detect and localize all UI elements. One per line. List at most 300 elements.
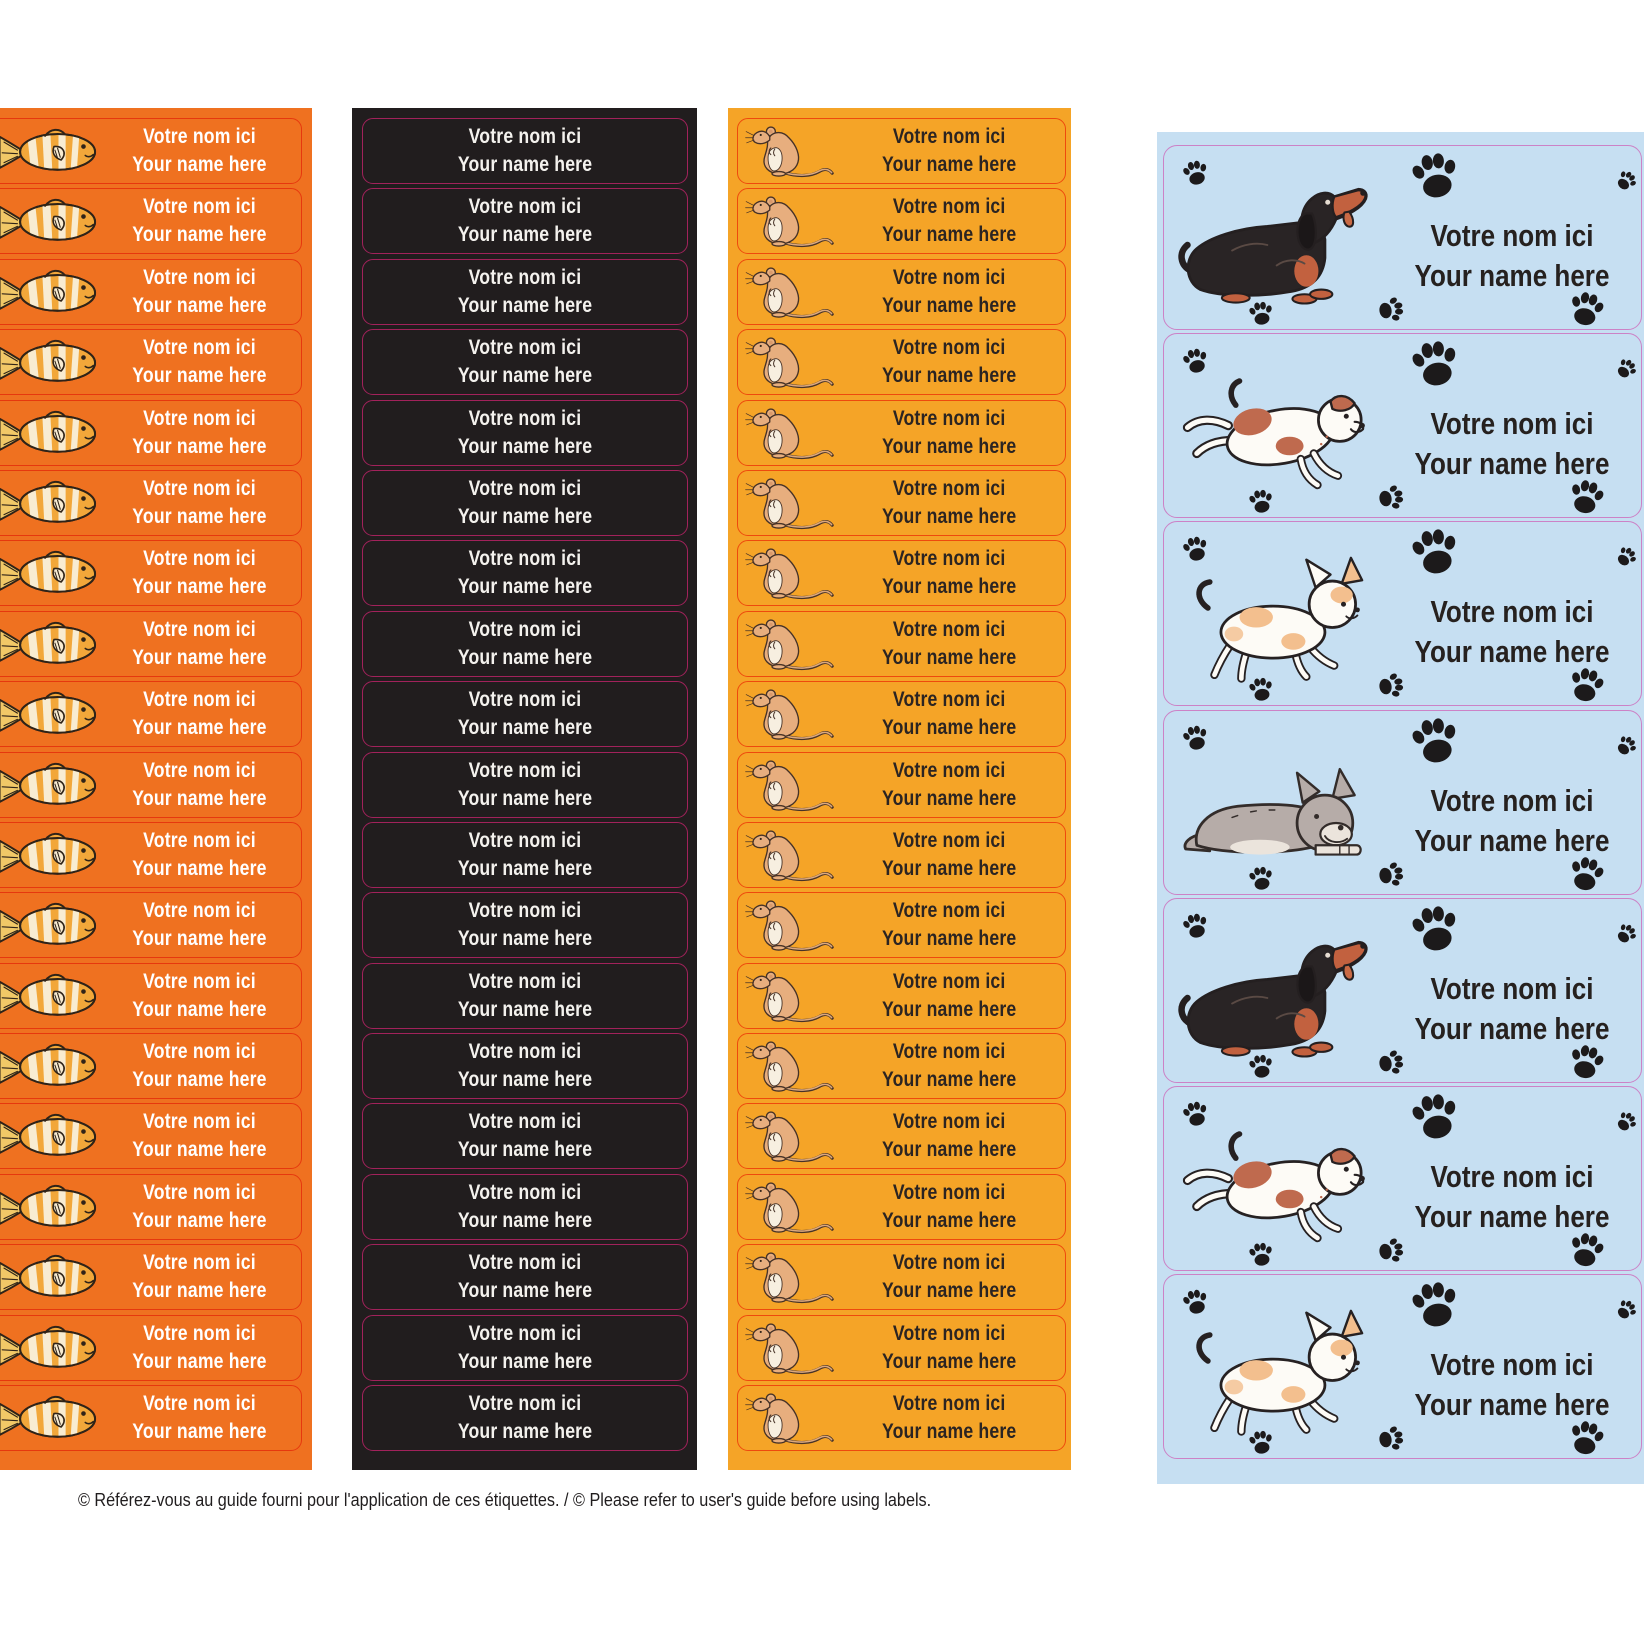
fish-icon [0,1252,103,1302]
label-line-fr: Votre nom ici [892,1392,1006,1416]
label-text [389,123,661,179]
rat-icon [745,404,835,462]
fish-icon [0,830,103,880]
label-line-en: Your name here [1414,1198,1610,1234]
label-line-fr: Votre nom ici [892,969,1006,993]
paw-print-icon [1405,334,1464,393]
fish-labels-label [0,681,302,747]
label-text [1398,781,1626,861]
rat-labels-label [737,118,1066,184]
label-line-en: Your name here [881,504,1017,528]
label-text [119,1390,285,1446]
plain-black-labels-label [362,752,688,818]
label-text [119,827,285,883]
rat-labels-label [737,752,1066,818]
label-line-fr: Votre nom ici [468,1392,582,1416]
fish-icon [0,1041,103,1091]
label-line-en: Your name here [1414,1387,1610,1423]
fish-icon [0,689,103,739]
label-line-en: Your name here [132,293,267,317]
french-bulldog-icon [1176,745,1381,880]
plain-black-labels-label [362,963,688,1029]
label-line-fr: Votre nom ici [468,406,582,430]
plain-black-labels-label [362,259,688,325]
fish-icon [0,478,103,528]
label-line-en: Your name here [881,153,1017,176]
label-line-fr: Votre nom ici [1430,782,1594,818]
fish-icon [0,408,103,458]
fish-icon [0,971,103,1021]
fish-labels-label [0,1315,302,1381]
label-line-en: Your name here [457,927,593,951]
label-line-fr: Votre nom ici [1430,1158,1594,1194]
fish-icon [0,1182,103,1232]
label-line-en: Your name here [457,1138,593,1162]
label-line-en: Your name here [132,504,267,528]
label-line-fr: Votre nom ici [892,476,1006,500]
label-line-fr: Votre nom ici [143,476,256,500]
fish-icon [0,337,103,387]
label-line-en: Your name here [457,575,593,599]
label-text [1398,592,1626,672]
label-text [853,1038,1046,1094]
rat-icon [745,967,835,1025]
label-line-en: Your name here [881,575,1017,599]
jack-russell-icon [1176,368,1381,503]
rat-labels-label [737,329,1066,395]
label-line-en: Your name here [132,856,267,880]
label-line-en: Your name here [1414,1010,1610,1046]
paw-print-icon [1612,542,1642,572]
label-line-en: Your name here [457,504,593,528]
label-text [853,616,1046,672]
label-line-fr: Votre nom ici [143,688,256,712]
fish-labels-label [0,752,302,818]
label-line-fr: Votre nom ici [468,617,582,641]
label-text [389,1108,661,1164]
fish-labels-label [0,188,302,254]
label-line-en: Your name here [881,1349,1017,1373]
label-line-fr: Votre nom ici [892,1251,1006,1275]
label-line-en: Your name here [1414,634,1610,670]
paw-print-icon [1405,898,1464,957]
fish-labels-label [0,1385,302,1451]
label-text [119,545,285,601]
paw-print-icon [1405,710,1464,769]
rat-icon [745,333,835,391]
label-text [119,475,285,531]
label-line-en: Your name here [457,1349,593,1373]
label-line-en: Your name here [132,1138,267,1162]
plain-black-labels-label [362,540,688,606]
label-text [853,545,1046,601]
paw-print-icon [1405,145,1464,204]
rat-icon [745,756,835,814]
label-line-en: Your name here [881,786,1017,810]
label-line-fr: Votre nom ici [892,195,1006,219]
label-line-fr: Votre nom ici [468,899,582,923]
chihuahua-icon [1176,556,1381,691]
paw-print-icon [1612,1107,1642,1137]
label-text [853,686,1046,742]
label-text [389,968,661,1024]
label-line-fr: Votre nom ici [892,125,1006,148]
dog-labels-label [1163,898,1642,1083]
label-line-en: Your name here [457,434,593,458]
label-line-en: Your name here [1414,822,1610,858]
label-text [853,1108,1046,1164]
label-line-en: Your name here [881,223,1017,247]
label-line-en: Your name here [457,856,593,880]
plain-black-labels-label [362,822,688,888]
label-text [119,193,285,249]
label-line-en: Your name here [881,1068,1017,1092]
label-line-en: Your name here [132,434,267,458]
fish-labels-label [0,1103,302,1169]
plain-black-labels-sheet [352,108,697,1470]
label-text [853,1390,1046,1446]
fish-labels-label [0,118,302,184]
label-text [853,1249,1046,1305]
rat-icon [745,474,835,532]
rat-icon [745,1037,835,1095]
label-line-fr: Votre nom ici [892,336,1006,360]
plain-black-labels-label [362,1315,688,1381]
rat-icon [745,896,835,954]
label-line-en: Your name here [881,364,1017,388]
label-text [119,1038,285,1094]
label-text [853,827,1046,883]
label-line-en: Your name here [132,716,267,740]
label-text [389,264,661,320]
fish-icon [0,900,103,950]
label-text [389,1320,661,1376]
rat-labels-label [737,822,1066,888]
label-line-fr: Votre nom ici [468,1110,582,1134]
label-line-fr: Votre nom ici [892,758,1006,782]
label-line-fr: Votre nom ici [468,688,582,712]
label-text [119,686,285,742]
label-line-fr: Votre nom ici [892,899,1006,923]
label-text [853,123,1046,179]
plain-black-labels-label [362,118,688,184]
label-line-en: Your name here [1414,258,1610,293]
label-line-en: Your name here [132,364,267,388]
plain-black-labels-label [362,400,688,466]
label-text [389,757,661,813]
rat-labels-label [737,681,1066,747]
paw-print-icon [1405,1274,1464,1333]
label-line-en: Your name here [457,153,593,176]
label-line-en: Your name here [132,1279,267,1303]
paw-print-icon [1612,730,1642,760]
paw-print-icon [1612,1295,1642,1325]
label-line-fr: Votre nom ici [143,265,256,289]
rat-icon [745,1389,835,1447]
paw-print-icon [1612,918,1642,948]
fish-labels-label [0,259,302,325]
label-line-fr: Votre nom ici [468,265,582,289]
label-line-en: Your name here [457,1068,593,1092]
label-line-en: Your name here [457,997,593,1021]
label-line-fr: Votre nom ici [468,1321,582,1345]
label-text [853,475,1046,531]
fish-labels-label [0,470,302,536]
label-line-fr: Votre nom ici [892,1110,1006,1134]
rat-labels-label [737,1033,1066,1099]
dachshund-icon [1176,933,1381,1068]
rat-labels-label [737,400,1066,466]
label-line-en: Your name here [457,645,593,669]
plain-black-labels-label [362,681,688,747]
dog-labels-label [1163,710,1642,895]
label-text [853,193,1046,249]
label-text [1398,404,1626,484]
label-line-fr: Votre nom ici [143,969,256,993]
label-line-en: Your name here [881,1279,1017,1303]
label-line-en: Your name here [132,1208,267,1232]
label-text [853,757,1046,813]
rat-labels-sheet [728,108,1071,1470]
label-line-en: Your name here [881,716,1017,740]
fish-icon [0,126,103,176]
label-line-en: Your name here [881,856,1017,880]
usage-note: © Référez-vous au guide fourni pour l'application de ces étiquettes. / © Please refer to user's guide before using labels. [78,1490,932,1510]
label-line-fr: Votre nom ici [1430,218,1594,253]
label-text [389,897,661,953]
label-line-fr: Votre nom ici [143,617,256,641]
label-line-en: Your name here [132,927,267,951]
label-line-en: Your name here [457,716,593,740]
fish-labels-label [0,1033,302,1099]
dog-labels-sheet [1157,132,1644,1484]
label-line-en: Your name here [132,223,267,247]
rat-icon [745,192,835,250]
dog-labels-label [1163,1086,1642,1271]
label-line-fr: Votre nom ici [143,125,256,148]
fish-icon [0,619,103,669]
fish-labels-label [0,963,302,1029]
label-line-fr: Votre nom ici [143,1110,256,1134]
label-line-fr: Votre nom ici [892,828,1006,852]
label-text [119,123,285,179]
label-line-en: Your name here [881,434,1017,458]
label-text [389,1179,661,1235]
fish-labels-label [0,611,302,677]
label-line-en: Your name here [1414,446,1610,482]
label-text [853,968,1046,1024]
label-line-fr: Votre nom ici [143,828,256,852]
rat-icon [745,615,835,673]
label-line-en: Your name here [457,1420,593,1444]
rat-icon [745,122,835,180]
plain-black-labels-label [362,470,688,536]
fish-labels-label [0,1244,302,1310]
plain-black-labels-label [362,1244,688,1310]
fish-icon [0,1111,103,1161]
dachshund-icon [1176,180,1381,315]
label-text [1398,1157,1626,1237]
label-line-en: Your name here [457,293,593,317]
fish-labels-label [0,1174,302,1240]
rat-labels-label [737,611,1066,677]
label-text [119,897,285,953]
label-line-en: Your name here [457,223,593,247]
rat-labels-label [737,1244,1066,1310]
label-line-fr: Votre nom ici [468,828,582,852]
plain-black-labels-label [362,1174,688,1240]
dog-labels-label [1163,145,1642,330]
rat-labels-label [737,470,1066,536]
rat-icon [745,685,835,743]
label-text [389,334,661,390]
label-text [389,405,661,461]
rat-labels-label [737,892,1066,958]
label-line-fr: Votre nom ici [468,476,582,500]
plain-black-labels-label [362,892,688,958]
label-line-en: Your name here [132,153,267,176]
rat-labels-label [737,259,1066,325]
label-line-en: Your name here [457,786,593,810]
paw-print-icon [1405,1086,1464,1145]
fish-icon [0,548,103,598]
label-line-fr: Votre nom ici [892,1040,1006,1064]
paw-print-icon [1612,166,1642,196]
label-text [1398,216,1626,296]
label-line-fr: Votre nom ici [143,758,256,782]
paw-print-icon [1405,522,1464,581]
plain-black-labels-label [362,188,688,254]
label-text [853,897,1046,953]
label-text [119,1179,285,1235]
rat-icon [745,544,835,602]
label-line-fr: Votre nom ici [1430,594,1594,630]
label-line-fr: Votre nom ici [143,1321,256,1345]
fish-labels-label [0,329,302,395]
rat-labels-label [737,963,1066,1029]
dog-labels-label [1163,1274,1642,1459]
label-line-fr: Votre nom ici [468,1251,582,1275]
label-text [119,616,285,672]
dog-labels-label [1163,333,1642,518]
plain-black-labels-label [362,611,688,677]
dog-labels-label [1163,521,1642,706]
rat-labels-label [737,1174,1066,1240]
jack-russell-icon [1176,1121,1381,1256]
label-line-en: Your name here [132,1349,267,1373]
label-line-en: Your name here [132,997,267,1021]
label-line-en: Your name here [881,1208,1017,1232]
label-text [1398,969,1626,1049]
chihuahua-icon [1176,1309,1381,1444]
paw-print-icon [1612,354,1642,384]
label-line-fr: Votre nom ici [143,336,256,360]
label-text [389,1038,661,1094]
label-text [389,1249,661,1305]
rat-labels-label [737,1315,1066,1381]
label-line-fr: Votre nom ici [892,617,1006,641]
label-line-en: Your name here [132,1420,267,1444]
label-line-en: Your name here [881,1420,1017,1444]
label-text [119,1320,285,1376]
label-line-fr: Votre nom ici [892,1180,1006,1204]
label-text [389,827,661,883]
label-line-fr: Votre nom ici [1430,1347,1594,1383]
label-line-en: Your name here [881,645,1017,669]
label-line-fr: Votre nom ici [892,1321,1006,1345]
label-line-en: Your name here [881,293,1017,317]
rat-labels-label [737,1103,1066,1169]
label-text [389,475,661,531]
label-text [853,264,1046,320]
rat-icon [745,1178,835,1236]
fish-icon [0,1323,103,1373]
plain-black-labels-label [362,329,688,395]
label-line-fr: Votre nom ici [892,406,1006,430]
label-line-fr: Votre nom ici [892,265,1006,289]
label-line-en: Your name here [881,997,1017,1021]
label-text [119,264,285,320]
fish-icon [0,267,103,317]
label-text [389,1390,661,1446]
label-text [1398,1345,1626,1425]
plain-black-labels-label [362,1385,688,1451]
label-line-en: Your name here [457,1208,593,1232]
rat-labels-label [737,188,1066,254]
label-text [853,1179,1046,1235]
label-line-fr: Votre nom ici [468,1180,582,1204]
label-line-fr: Votre nom ici [468,969,582,993]
label-line-en: Your name here [881,1138,1017,1162]
label-line-fr: Votre nom ici [143,899,256,923]
label-line-en: Your name here [132,786,267,810]
label-line-fr: Votre nom ici [143,195,256,219]
label-line-fr: Votre nom ici [143,406,256,430]
rat-labels-label [737,1385,1066,1451]
label-text [853,334,1046,390]
rat-icon [745,1248,835,1306]
label-line-fr: Votre nom ici [892,547,1006,571]
label-text [119,405,285,461]
plain-black-labels-label [362,1103,688,1169]
label-text [389,545,661,601]
rat-icon [745,263,835,321]
label-text [853,405,1046,461]
rat-icon [745,1107,835,1165]
label-line-fr: Votre nom ici [468,758,582,782]
label-line-en: Your name here [132,645,267,669]
label-line-fr: Votre nom ici [143,1392,256,1416]
fish-labels-sheet [0,108,312,1470]
rat-icon [745,826,835,884]
label-text [119,968,285,1024]
fish-icon [0,760,103,810]
label-line-en: Your name here [881,927,1017,951]
label-text [389,616,661,672]
label-line-fr: Votre nom ici [468,547,582,571]
label-line-fr: Votre nom ici [143,1040,256,1064]
label-text [119,1249,285,1305]
label-line-en: Your name here [457,364,593,388]
label-line-fr: Votre nom ici [892,688,1006,712]
label-text [853,1320,1046,1376]
rat-labels-label [737,540,1066,606]
label-line-fr: Votre nom ici [143,1251,256,1275]
label-line-en: Your name here [132,1068,267,1092]
fish-labels-label [0,540,302,606]
label-line-fr: Votre nom ici [468,125,582,148]
label-text [119,757,285,813]
